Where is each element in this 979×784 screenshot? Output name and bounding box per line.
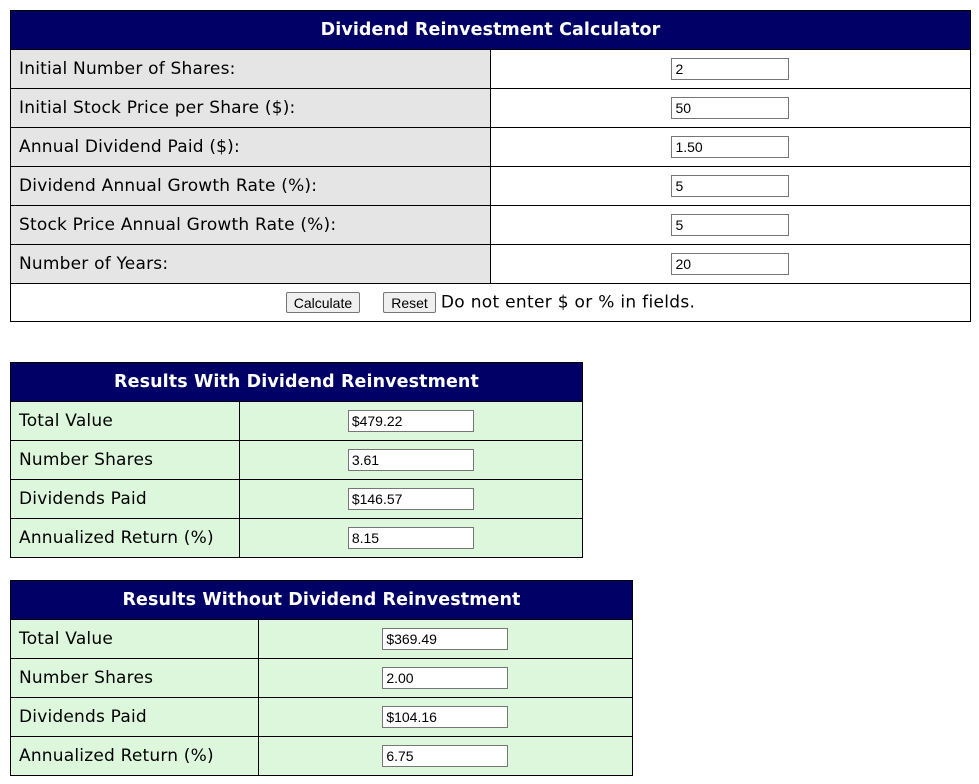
table-row xyxy=(11,480,583,519)
initial-price-input[interactable] xyxy=(671,97,789,119)
table-row xyxy=(11,698,633,737)
field-row-initial-price xyxy=(11,89,971,128)
without-total-value-output[interactable] xyxy=(382,628,508,650)
without-dividends-paid-label: Dividends Paid xyxy=(11,698,259,737)
years-input[interactable] xyxy=(671,253,789,275)
with-dividends-paid-output[interactable] xyxy=(348,488,474,510)
calculator-title: Dividend Reinvestment Calculator xyxy=(11,11,971,50)
field-row-years xyxy=(11,245,971,284)
without-number-shares-label: Number Shares xyxy=(11,659,259,698)
dividend-growth-input[interactable] xyxy=(671,175,789,197)
without-annualized-return-output[interactable] xyxy=(382,745,508,767)
without-dividends-paid-output[interactable] xyxy=(382,706,508,728)
field-row-dividend-growth xyxy=(11,167,971,206)
table-row xyxy=(11,519,583,558)
results-with-reinvestment-table xyxy=(10,362,583,558)
with-number-shares-label: Number Shares xyxy=(11,441,240,480)
without-annualized-return-label: Annualized Return (%) xyxy=(11,737,259,776)
with-total-value-label: Total Value xyxy=(11,402,240,441)
price-growth-input[interactable] xyxy=(671,214,789,236)
table-row xyxy=(11,620,633,659)
with-total-value-output[interactable] xyxy=(348,410,474,432)
with-annualized-return-output[interactable] xyxy=(348,527,474,549)
results-without-reinvestment-table xyxy=(10,580,633,776)
without-total-value-label: Total Value xyxy=(11,620,259,659)
dividend-growth-label: Dividend Annual Growth Rate (%): xyxy=(11,167,491,206)
table-row xyxy=(11,737,633,776)
calculate-button[interactable]: Calculate xyxy=(286,292,360,313)
annual-dividend-label: Annual Dividend Paid ($): xyxy=(11,128,491,167)
initial-price-label: Initial Stock Price per Share ($): xyxy=(11,89,491,128)
table-row xyxy=(11,402,583,441)
field-row-price-growth xyxy=(11,206,971,245)
annual-dividend-input[interactable] xyxy=(671,136,789,158)
results-without-title: Results Without Dividend Reinvestment xyxy=(11,581,633,620)
with-number-shares-output[interactable] xyxy=(348,449,474,471)
field-row-annual-dividend xyxy=(11,128,971,167)
field-row-initial-shares xyxy=(11,50,971,89)
reset-button[interactable]: Reset xyxy=(383,292,436,313)
results-with-title: Results With Dividend Reinvestment xyxy=(11,363,583,402)
years-label: Number of Years: xyxy=(11,245,491,284)
table-row xyxy=(11,659,633,698)
action-row xyxy=(11,284,971,322)
table-row xyxy=(11,441,583,480)
price-growth-label: Stock Price Annual Growth Rate (%): xyxy=(11,206,491,245)
with-annualized-return-label: Annualized Return (%) xyxy=(11,519,240,558)
initial-shares-label: Initial Number of Shares: xyxy=(11,50,491,89)
without-number-shares-output[interactable] xyxy=(382,667,508,689)
entry-note: Do not enter $ or % in fields. xyxy=(440,292,696,313)
with-dividends-paid-label: Dividends Paid xyxy=(11,480,240,519)
initial-shares-input[interactable] xyxy=(671,58,789,80)
calculator-table xyxy=(10,10,971,322)
